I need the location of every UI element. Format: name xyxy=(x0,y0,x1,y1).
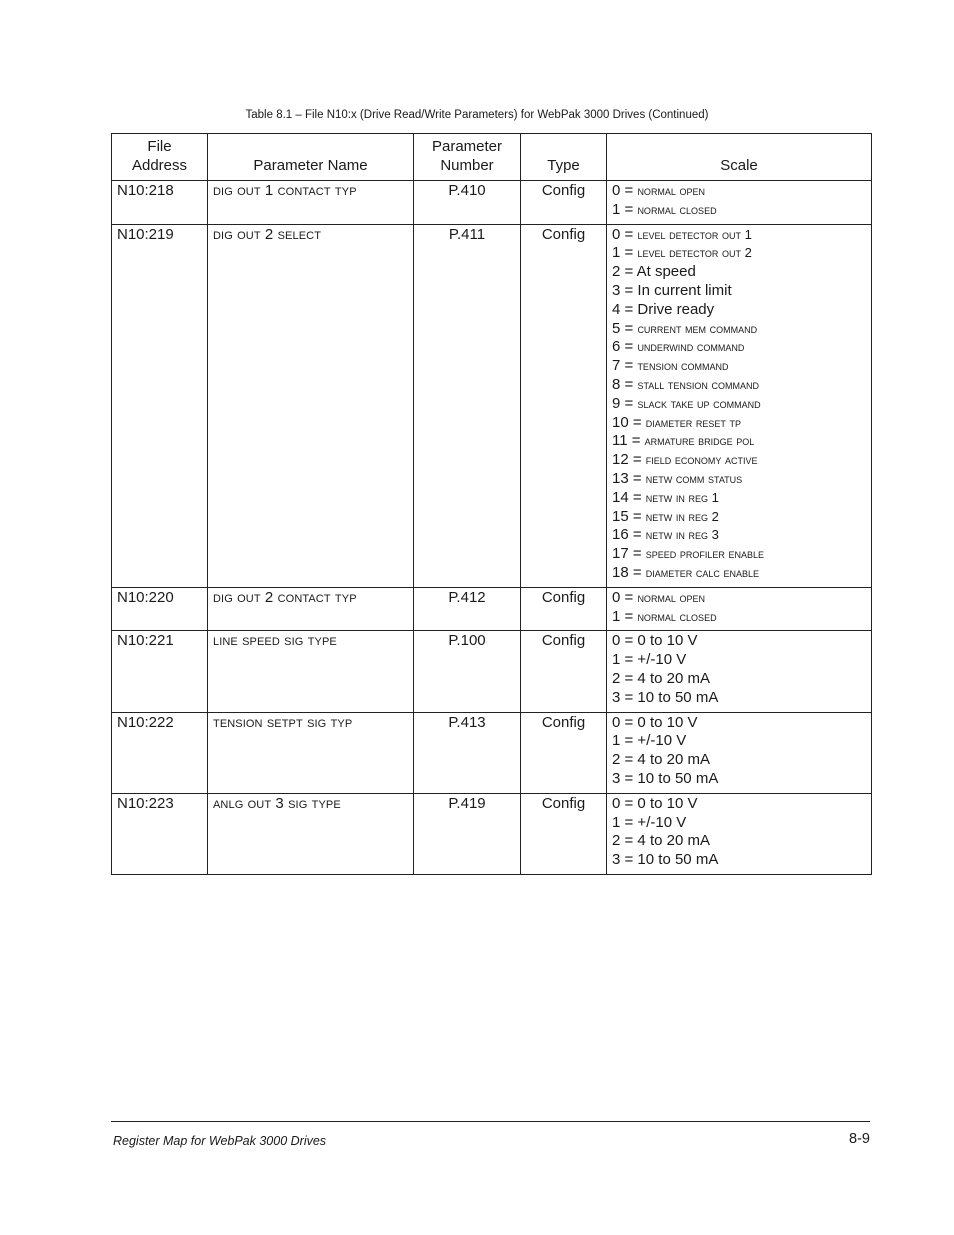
parameter-name-cell: dig out 1 contact typ xyxy=(208,181,414,225)
scale-option: 0 = normal open xyxy=(612,182,706,199)
parameter-name-cell: tension setpt sig typ xyxy=(208,712,414,793)
scale-option: 18 = diameter calc enable xyxy=(612,563,760,581)
type-cell: Config xyxy=(521,181,607,225)
parameter-number-cell: P.410 xyxy=(414,181,521,225)
table-body xyxy=(112,181,872,875)
scale-option-text: level detector out 1 xyxy=(637,226,752,242)
file-address-cell: N10:219 xyxy=(112,224,208,587)
table-row xyxy=(112,181,872,225)
scale-option: 13 = netw comm status xyxy=(612,469,743,487)
scale-option: 4 = Drive ready xyxy=(612,300,715,318)
parameter-number-cell: P.412 xyxy=(414,587,521,631)
scale-option: 1 = level detector out 2 xyxy=(612,244,752,262)
parameter-name-cell: line speed sig type xyxy=(208,631,414,712)
scale-option: 16 = netw in reg 3 xyxy=(612,526,719,544)
scale-cell xyxy=(607,712,872,793)
table-row xyxy=(112,224,872,587)
header-parameter-number-line1: Parameter xyxy=(431,138,503,156)
scale-option: 3 = In current limit xyxy=(612,281,732,299)
scale-option-text: netw in reg 2 xyxy=(645,508,719,524)
scale-option-text: current mem command xyxy=(637,320,758,336)
scale-cell xyxy=(607,587,872,631)
parameter-number-cell: P.411 xyxy=(414,224,521,587)
scale-option: 0 = normal open xyxy=(612,588,706,606)
table-row xyxy=(112,587,872,631)
scale-option: 12 = field economy active xyxy=(612,451,758,469)
scale-option: 3 = 10 to 50 mA xyxy=(612,851,719,869)
header-parameter-name: Parameter Name xyxy=(208,134,414,181)
type-cell: Config xyxy=(521,631,607,712)
scale-option-text: slack take up command xyxy=(637,395,761,411)
header-parameter-number xyxy=(414,134,521,181)
scale-option: 2 = 4 to 20 mA xyxy=(612,751,710,769)
parameter-name-cell: anlg out 3 sig type xyxy=(208,793,414,874)
scale-option: 3 = 10 to 50 mA xyxy=(612,769,719,787)
scale-option-text: diameter reset tp xyxy=(645,414,742,430)
page-number: 8-9 xyxy=(849,1131,870,1147)
header-parameter-number-line2: Number xyxy=(440,157,494,175)
scale-option-text: netw in reg 1 xyxy=(645,489,719,505)
scale-option: 7 = tension command xyxy=(612,357,729,375)
scale-option-text: tension command xyxy=(637,358,729,374)
scale-option: 1 = +/-10 V xyxy=(612,651,687,669)
scale-option: 1 = +/-10 V xyxy=(612,732,687,750)
scale-cell xyxy=(607,631,872,712)
parameter-number-cell: P.419 xyxy=(414,793,521,874)
scale-option: 5 = current mem command xyxy=(612,319,758,337)
scale-option: 11 = armature bridge pol xyxy=(612,432,755,450)
type-cell: Config xyxy=(521,587,607,631)
scale-option-text: field economy active xyxy=(645,452,758,468)
header-file-address-line2: Address xyxy=(131,157,188,175)
parameter-name-cell: dig out 2 contact typ xyxy=(208,587,414,631)
scale-option-text: netw comm status xyxy=(645,470,743,486)
scale-option-text: underwind command xyxy=(637,339,745,355)
scale-option: 10 = diameter reset tp xyxy=(612,413,742,431)
scale-option: 15 = netw in reg 2 xyxy=(612,507,719,525)
scale-option-text: netw in reg 3 xyxy=(645,527,719,543)
scale-option-text: speed profiler enable xyxy=(645,546,765,562)
scale-option: 0 = 0 to 10 V xyxy=(612,632,698,650)
table-header-row xyxy=(112,134,872,181)
scale-option: 0 = level detector out 1 xyxy=(612,225,752,243)
scale-option-text: normal closed xyxy=(637,201,717,217)
header-file-address-line1: File xyxy=(147,138,172,156)
scale-option: 2 = 4 to 20 mA xyxy=(612,669,710,687)
scale-option: 0 = 0 to 10 V xyxy=(612,713,698,731)
scale-option-text: level detector out 2 xyxy=(637,245,752,261)
scale-option: 8 = stall tension command xyxy=(612,375,760,393)
type-cell: Config xyxy=(521,793,607,874)
footer-title: Register Map for WebPak 3000 Drives xyxy=(113,1134,327,1148)
file-address-cell: N10:223 xyxy=(112,793,208,874)
type-cell: Config xyxy=(521,712,607,793)
scale-option-text: normal closed xyxy=(637,608,717,624)
table-row xyxy=(112,793,872,874)
scale-option-text: diameter calc enable xyxy=(645,564,760,580)
header-scale: Scale xyxy=(607,134,872,181)
scale-option: 14 = netw in reg 1 xyxy=(612,488,719,506)
scale-option: 6 = underwind command xyxy=(612,338,745,356)
scale-option: 2 = At speed xyxy=(612,263,696,281)
footer-divider xyxy=(111,1121,870,1122)
scale-option-text: normal open xyxy=(637,589,706,605)
scale-option-text: normal open xyxy=(637,183,706,198)
scale-option-text: stall tension command xyxy=(637,376,760,392)
scale-option: 1 = normal closed xyxy=(612,200,717,218)
type-cell: Config xyxy=(521,224,607,587)
file-address-cell: N10:220 xyxy=(112,587,208,631)
scale-cell xyxy=(607,224,872,587)
scale-option-text: armature bridge pol xyxy=(644,433,755,449)
file-address-cell: N10:221 xyxy=(112,631,208,712)
table-row xyxy=(112,631,872,712)
parameter-number-cell: P.100 xyxy=(414,631,521,712)
file-address-cell: N10:218 xyxy=(112,181,208,225)
scale-option: 3 = 10 to 50 mA xyxy=(612,688,719,706)
parameters-table xyxy=(111,133,872,875)
scale-option: 2 = 4 to 20 mA xyxy=(612,832,710,850)
scale-option: 1 = normal closed xyxy=(612,607,717,625)
table-caption: Table 8.1 – File N10:x (Drive Read/Write Parameters) for WebPak 3000 Drives (Continued) xyxy=(245,109,709,121)
scale-option: 9 = slack take up command xyxy=(612,394,761,412)
scale-cell xyxy=(607,793,872,874)
header-type: Type xyxy=(521,134,607,181)
scale-option: 17 = speed profiler enable xyxy=(612,545,765,563)
parameter-number-cell: P.413 xyxy=(414,712,521,793)
table-row xyxy=(112,712,872,793)
scale-option: 0 = 0 to 10 V xyxy=(612,794,698,812)
scale-option: 1 = +/-10 V xyxy=(612,813,687,831)
header-file-address xyxy=(112,134,208,181)
file-address-cell: N10:222 xyxy=(112,712,208,793)
parameter-name-cell: dig out 2 select xyxy=(208,224,414,587)
scale-cell xyxy=(607,181,872,225)
